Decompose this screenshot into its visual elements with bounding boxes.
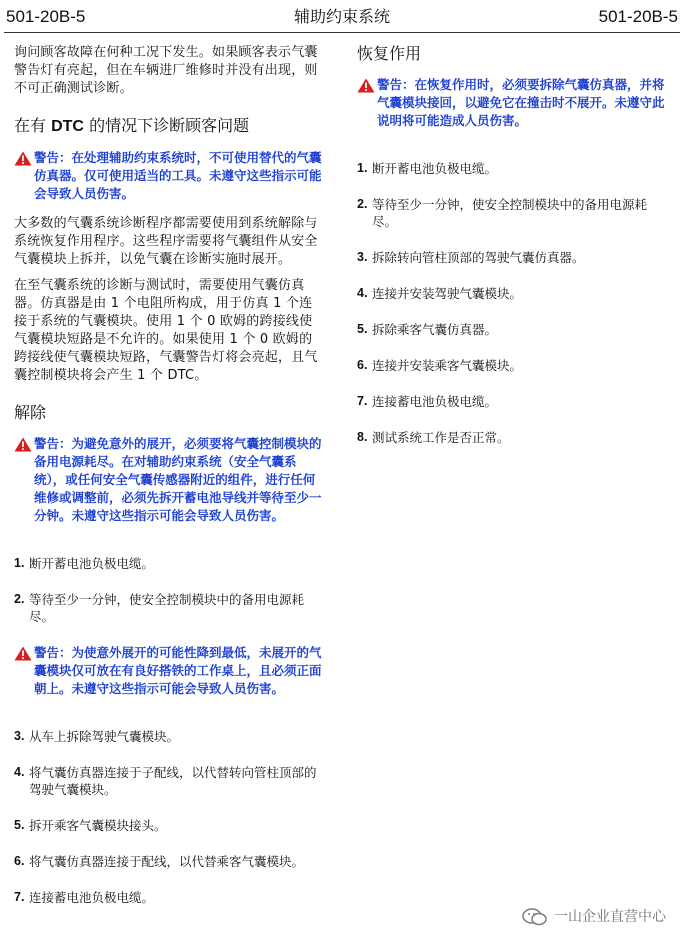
warning-triangle-icon xyxy=(14,151,32,166)
warning-note xyxy=(357,76,667,130)
list-item: 1. 断开蓄电池负极电缆。 xyxy=(14,556,155,571)
body-paragraph: 大多数的气囊系统诊断程序都需要使用到系统解除与系统恢复作用程序。这些程序需要将气囊组件从安全气囊模块上拆并，以免气囊在诊断实施时展开。 xyxy=(14,216,318,267)
step-list xyxy=(14,728,324,906)
list-item: 6. 将气囊仿真器连接于配线，以代替乘客气囊模块。 xyxy=(14,854,305,869)
page-title: 辅助约束系统 xyxy=(293,7,390,26)
watermark xyxy=(522,908,666,926)
section-heading-restore: 恢复作用 xyxy=(357,44,422,63)
warning-note xyxy=(14,644,324,698)
list-item: 8. 测试系统工作是否正常。 xyxy=(357,430,510,445)
list-item: 7. 连接蓄电池负极电缆。 xyxy=(14,890,155,905)
warning-triangle-icon xyxy=(14,646,32,661)
body-paragraph: 在至气囊系统的诊断与测试时，需要使用气囊仿真器。仿真器是由 1 个电阻所构成，用于仿真 1 个连接于系统的气囊模块。使用 1 个 0 欧姆的跨接线使气囊模块短路是不允许的。如果使用 1 个 0 欧姆的跨接线使气囊模块短路，气囊警告灯将会亮起，且气囊控制模块将会产生 1 个 DTC。 xyxy=(14,278,318,383)
list-item: 4. 连接并安装驾驶气囊模块。 xyxy=(357,286,523,301)
list-item: 3. 拆除转向管柱顶部的驾驶气囊仿真器。 xyxy=(357,250,585,265)
warning-text: 警告：为使意外展开的可能性降到最低，未展开的气囊模块仅可放在有良好搭铁的工作桌上，且必须正面朝上。未遵守这些指示可能会导致人员伤害。 xyxy=(34,645,322,696)
step-list xyxy=(357,160,667,446)
list-item: 3. 从车上拆除驾驶气囊模块。 xyxy=(14,729,180,744)
list-item: 1. 断开蓄电池负极电缆。 xyxy=(357,161,498,176)
warning-note xyxy=(14,435,324,525)
list-item: 6. 连接并安装乘客气囊模块。 xyxy=(357,358,523,373)
warning-note xyxy=(14,149,324,203)
step-list xyxy=(14,555,324,625)
watermark-text: 一山企业直营中心 xyxy=(554,909,666,925)
list-item: 2. 等待至少一分钟，使安全控制模块中的备用电源耗尽。 xyxy=(357,197,648,229)
list-item: 2. 等待至少一分钟，使安全控制模块中的备用电源耗尽。 xyxy=(14,592,305,624)
warning-triangle-icon xyxy=(14,437,32,452)
list-item: 5. 拆除乘客气囊仿真器。 xyxy=(357,322,498,337)
warning-triangle-icon xyxy=(357,78,375,93)
list-item: 4. 将气囊仿真器连接于子配线，以代替转向管柱顶部的驾驶气囊模块。 xyxy=(14,765,317,797)
section-heading-dtc: 在有 DTC 的情况下诊断顾客问题 xyxy=(14,116,250,135)
section-heading-disarm: 解除 xyxy=(14,403,47,422)
page-code-right: 501-20B-5 xyxy=(598,7,678,26)
page-header xyxy=(0,0,684,36)
left-column xyxy=(14,44,324,925)
warning-text: 警告：为避免意外的展开，必须要将气囊控制模块的备用电源耗尽。在对辅助约束系统（安全气囊系统），或任何安全气囊传感器附近的组件，进行任何维修或调整前，必须先拆开蓄电池导线并等待至少一分钟。未遵守这些指示可能会导致人员伤害。 xyxy=(34,436,322,523)
wechat-icon xyxy=(522,908,548,926)
list-item: 7. 连接蓄电池负极电缆。 xyxy=(357,394,498,409)
page-code-left: 501-20B-5 xyxy=(6,7,86,26)
intro-paragraph: 询问顾客故障在何种工况下发生。如果顾客表示气囊警告灯有亮起，但在车辆进厂维修时并没有出现，则不可正确测试诊断。 xyxy=(14,45,318,96)
right-column xyxy=(357,44,667,465)
warning-text: 警告：在恢复作用时，必须要拆除气囊仿真器，并将气囊模块接回，以避免它在撞击时不展开。未遵守此说明将可能造成人员伤害。 xyxy=(377,77,665,128)
list-item: 5. 拆开乘客气囊模块接头。 xyxy=(14,818,167,833)
warning-text: 警告：在处理辅助约束系统时，不可使用替代的气囊仿真器。仅可使用适当的工具。未遵守这些指示可能会导致人员伤害。 xyxy=(34,150,322,201)
header-rule xyxy=(4,32,680,33)
